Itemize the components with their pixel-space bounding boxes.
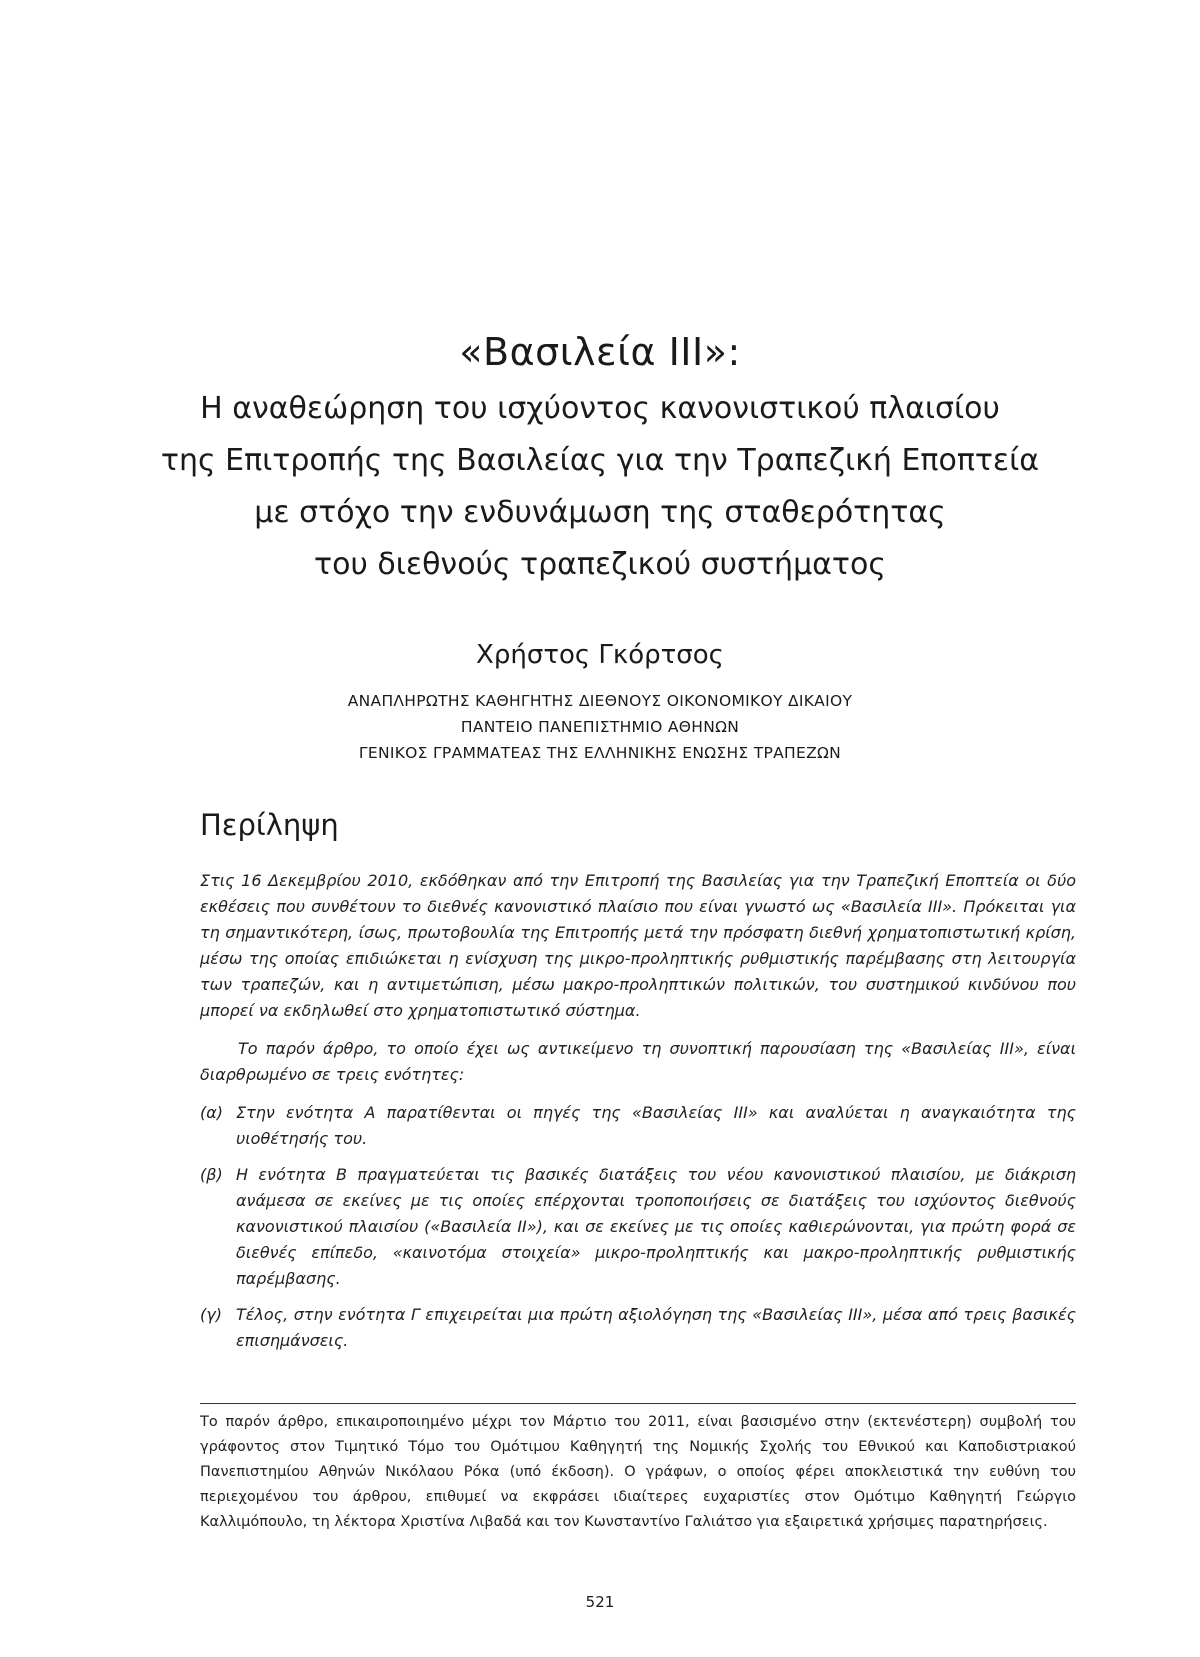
abstract-paragraph: Το παρόν άρθρο, το οποίο έχει ως αντικείμενο τη συνοπτική παρουσίαση της «Βασιλείας ΙΙΙ», είναι διαρθρωμένο σε τρεις ενότητες: bbox=[200, 1039, 1076, 1084]
list-item-text: Η ενότητα Β πραγματεύεται τις βασικές διατάξεις του νέου κανονιστικού πλαισίου, με διάκριση ανάμεσα σε εκείνες με τις οποίες επέρχονται τροποποιήσεις σε διατάξεις του ισχύοντος διεθνούς κανονιστικού πλαισίου («Βασιλεία ΙΙ»), και σε εκείνες με τις οποίες καθιερώνονται, για πρώτη φορά σε διεθνές επίπεδο, «καινοτόμα στοιχεία» μικρο-προληπτικής και μακρο-προληπτικής ρυθμιστικής παρέμβασης. bbox=[236, 1165, 1076, 1288]
article-title: «Βασιλεία ΙΙΙ»: bbox=[459, 330, 741, 374]
abstract-paragraph: Στις 16 Δεκεμβρίου 2010, εκδόθηκαν από την Επιτροπή της Βασιλείας για την Τραπεζική Εποπτεία οι δύο εκθέσεις που συνθέτουν το διεθνές κανονιστικό πλαίσιο που είναι γνωστό ως «Βασιλεία ΙΙΙ». Πρόκειται για τη σημαντικότερη, ίσως, πρωτοβουλία της Επιτροπής μετά την πρόσφατη διεθνή χρηματοπιστωτική κρίση, μέσω της οποίας επιδιώκεται η ενίσχυση της μικρο-προληπτικής ρυθμιστικής παρέμβασης στη λειτουργία των τραπεζών, και η αντιμετώπιση, μέσω μακρο-προληπτικών πολιτικών, του συστημικού κινδύνου που μπορεί να εκδηλωθεί στο χρηματοπιστωτικό σύστημα. bbox=[200, 871, 1076, 1020]
affiliation-line: ΑΝΑΠΛΗΡΩΤΗΣ ΚΑΘΗΓΗΤΗΣ ΔΙΕΘΝΟΥΣ ΟΙΚΟΝΟΜΙΚΟΥ ΔΙΚΑΙΟΥ bbox=[347, 692, 853, 710]
abstract-body bbox=[200, 868, 1076, 1364]
footnote-divider bbox=[200, 1403, 1076, 1404]
affiliation-line: ΓΕΝΙΚΟΣ ΓΡΑΜΜΑΤΕΑΣ ΤΗΣ ΕΛΛΗΝΙΚΗΣ ΕΝΩΣΗΣ ΤΡΑΠΕΖΩΝ bbox=[358, 744, 842, 762]
affiliation-line: ΠΑΝΤΕΙΟ ΠΑΝΕΠΙΣΤΗΜΙΟ ΑΘΗΝΩΝ bbox=[460, 718, 740, 736]
subtitle-line: της Επιτροπής της Βασιλείας για την Τραπεζική Εποπτεία bbox=[160, 443, 1040, 478]
author-affiliations bbox=[0, 688, 1200, 766]
footnote: Το παρόν άρθρο, επικαιροποιημένο μέχρι τον Μάρτιο του 2011, είναι βασισμένο στην (εκτενέστερη) συμβολή του γράφοντος στον Τιμητικό Τόμο του Ομότιμου Καθηγητή της Νομικής Σχολής του Εθνικού και Καποδιστριακού Πανεπιστημίου Αθηνών Νικόλαου Ρόκα (υπό έκδοση). Ο γράφων, ο οποίος φέρει αποκλειστικά την ευθύνη του περιεχομένου του άρθρου, επιθυμεί να εκφράσει ιδιαίτερες ευχαριστίες στον Ομότιμο Καθηγητή Γεώργιο Καλλιμόπουλο, τη λέκτορα Χριστίνα Λιβαδά και τον Κωνσταντίνο Γαλιάτσο για εξαιρετικά χρήσιμες παρατηρήσεις. bbox=[200, 1414, 1076, 1530]
list-item-text: Στην ενότητα Α παρατίθενται οι πηγές της «Βασιλείας ΙΙΙ» και αναλύεται η αναγκαιότητα της υιοθέτησής του. bbox=[236, 1103, 1076, 1148]
list-item bbox=[200, 1100, 1076, 1152]
list-item-label: (β) bbox=[200, 1165, 223, 1184]
author-name: Χρήστος Γκόρτσος bbox=[476, 640, 724, 670]
list-item bbox=[200, 1162, 1076, 1292]
subtitle-line: με στόχο την ενδυνάμωση της σταθερότητας bbox=[254, 495, 946, 530]
list-item-text: Τέλος, στην ενότητα Γ επιχειρείται μια πρώτη αξιολόγηση της «Βασιλείας ΙΙΙ», μέσα από τρεις βασικές επισημάνσεις. bbox=[236, 1305, 1076, 1350]
abstract-heading: Περίληψη bbox=[200, 808, 339, 842]
page-number: 521 bbox=[585, 1593, 615, 1611]
list-item bbox=[200, 1302, 1076, 1354]
list-item-label: (α) bbox=[200, 1103, 224, 1122]
subtitle-line: του διεθνούς τραπεζικού συστήματος bbox=[314, 547, 886, 582]
article-subtitle bbox=[0, 383, 1200, 591]
subtitle-line: Η αναθεώρηση του ισχύοντος κανονιστικού πλαισίου bbox=[200, 391, 1000, 426]
list-item-label: (γ) bbox=[200, 1305, 222, 1324]
